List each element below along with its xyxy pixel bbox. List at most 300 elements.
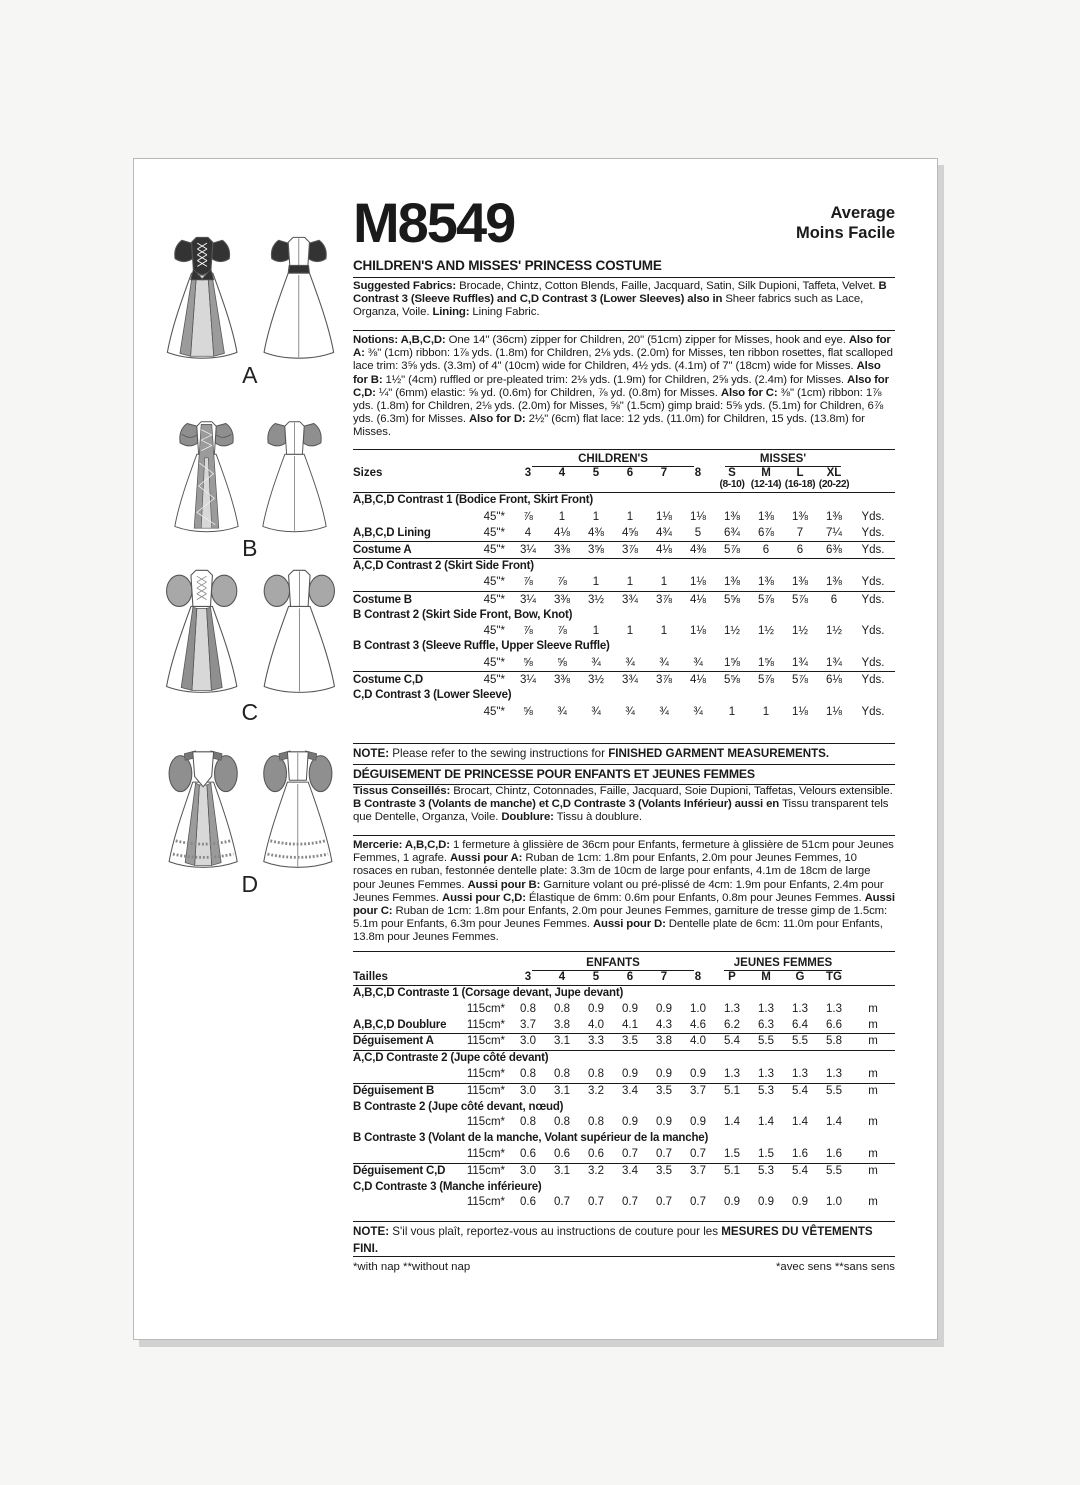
yardage-value: 5⅞ <box>792 674 808 687</box>
yardage-value: 5⅞ <box>758 593 774 606</box>
fabric-width: 45"* <box>483 705 505 718</box>
costume-a-illustration <box>148 219 353 364</box>
size-column-header: 3 <box>524 971 532 983</box>
yardage-row <box>353 542 895 559</box>
yardage-row <box>353 1180 895 1196</box>
size-column-header: TG <box>826 971 842 983</box>
yardage-value: 3.0 <box>520 1164 536 1177</box>
size-range-header: (16-18) <box>784 479 816 490</box>
yardage-value: 0.8 <box>554 1002 570 1015</box>
yardage-value: 0.7 <box>554 1196 570 1209</box>
yardage-row <box>353 1084 895 1100</box>
yardage-value: 6.2 <box>724 1018 740 1031</box>
yardage-value: 0.8 <box>588 1067 604 1080</box>
yardage-value: 0.9 <box>656 1067 672 1080</box>
note-english: NOTE: Please refer to the sewing instructions for FINISHED GARMENT MEASUREMENTS. <box>353 743 895 765</box>
yardage-value: 4.3 <box>656 1018 672 1031</box>
yardage-value: 1½ <box>758 625 774 638</box>
yardage-value: 1½ <box>792 625 808 638</box>
costume-d-figure <box>146 731 354 896</box>
yardage-value: 1.3 <box>826 1067 842 1080</box>
yardage-value: 0.7 <box>622 1147 638 1160</box>
yardage-value: 5.1 <box>724 1084 740 1097</box>
costume-a-figure <box>146 219 354 387</box>
size-group-row <box>353 453 895 467</box>
unit-label: m <box>868 1018 878 1031</box>
sizes-label: Sizes <box>353 467 383 479</box>
yardage-value: 1 <box>626 625 634 638</box>
french-section-title: DÉGUISEMENT DE PRINCESSE POUR ENFANTS ET JEUNES FEMMES <box>353 765 895 785</box>
yardage-row-label: Costume A <box>353 543 412 556</box>
yardage-value: 1⅜ <box>724 510 740 523</box>
size-column-header: 5 <box>592 467 600 479</box>
yardage-value: 6 <box>830 593 838 606</box>
costume-c-figure <box>146 549 354 724</box>
suggested-fabrics-french-text: Tissus Conseillés: Brocart, Chintz, Cotonnades, Faille, Jacquard, Soie Dupioni, Taffetas, Velours extensible. B Contraste 3 (Volants de manche) et C,D Contraste 3 (Volants Inférieur) aussi en Tissu transparent tels que Dentelle, Organza, Voile. Doublure: Tissu à doublure. <box>353 785 893 824</box>
yardage-value: 3.4 <box>622 1084 638 1097</box>
yardage-value: 1⅛ <box>656 510 672 523</box>
yardage-value: 3.8 <box>554 1018 570 1031</box>
unit-label: Yds. <box>861 705 885 718</box>
size-column-header: 3 <box>524 467 532 479</box>
yardage-value: 1½ <box>724 625 740 638</box>
table-header <box>353 955 895 986</box>
yardage-value: 1.4 <box>758 1116 774 1129</box>
yardage-row-heading: C,D Contraste 3 (Manche inférieure) <box>353 1180 542 1193</box>
yardage-value: 1.3 <box>724 1002 740 1015</box>
fabric-width: 115cm* <box>466 1147 505 1160</box>
yardage-row <box>353 1002 895 1018</box>
yardage-value: 1 <box>728 705 736 718</box>
yardage-value: ¾ <box>693 705 703 718</box>
yardage-value: 1⅜ <box>724 576 740 589</box>
yardage-value: 0.9 <box>656 1116 672 1129</box>
yardage-value: 1⅜ <box>758 510 774 523</box>
yardage-value: 0.9 <box>622 1067 638 1080</box>
yardage-value: ¾ <box>693 656 703 669</box>
yardage-value: 5.3 <box>758 1164 774 1177</box>
difficulty-fr: Moins Facile <box>795 224 895 242</box>
yardage-value: 0.8 <box>554 1116 570 1129</box>
yardage-value: 0.7 <box>622 1196 638 1209</box>
yardage-value: 1 <box>626 510 634 523</box>
yardage-row <box>353 1067 895 1084</box>
yardage-value: 0.9 <box>758 1196 774 1209</box>
size-column-header: G <box>795 971 805 983</box>
yardage-value: 3¼ <box>520 674 536 687</box>
yardage-value: 4⅜ <box>588 526 604 539</box>
yardage-row <box>353 1034 895 1051</box>
yardage-value: 6 <box>762 543 770 556</box>
yardage-row <box>353 574 895 591</box>
table-header <box>353 453 895 493</box>
yardage-value: ⅞ <box>523 510 533 523</box>
yardage-value: 1⅛ <box>792 705 808 718</box>
size-letters-row <box>353 467 895 479</box>
yardage-value: 4.6 <box>690 1018 706 1031</box>
pattern-number: M8549 <box>353 191 515 254</box>
yardage-value: 1.3 <box>758 1002 774 1015</box>
fabric-width: 115cm* <box>466 1084 505 1097</box>
yardage-value: 1 <box>558 510 566 523</box>
yardage-value: 5.5 <box>758 1035 774 1048</box>
yardage-value: 3¾ <box>622 593 638 606</box>
yardage-value: 1⅛ <box>690 510 706 523</box>
yardage-row-heading: B Contraste 3 (Volant de la manche, Volant supérieur de la manche) <box>353 1132 709 1145</box>
yardage-value: 0.7 <box>656 1196 672 1209</box>
yardage-value: 4⅛ <box>656 543 672 556</box>
yardage-row <box>353 655 895 672</box>
yardage-value: 5.3 <box>758 1084 774 1097</box>
yardage-value: 0.8 <box>520 1067 536 1080</box>
yardage-row-heading: B Contrast 2 (Skirt Side Front, Bow, Knot) <box>353 608 573 621</box>
fabric-width: 45"* <box>483 656 505 669</box>
yardage-value: 0.9 <box>622 1002 638 1015</box>
yardage-row-heading: C,D Contrast 3 (Lower Sleeve) <box>353 689 512 702</box>
fabric-width: 115cm* <box>466 1035 505 1048</box>
size-column-header: 6 <box>626 971 634 983</box>
yardage-value: 0.6 <box>520 1147 536 1160</box>
yardage-row <box>353 559 895 575</box>
yardage-value: 7 <box>796 526 804 539</box>
yardage-row <box>353 672 895 688</box>
size-range-header: (12-14) <box>750 479 782 490</box>
yardage-value: 1½ <box>826 625 842 638</box>
yardage-value: ¾ <box>591 656 601 669</box>
yardage-value: 0.8 <box>554 1067 570 1080</box>
unit-label: m <box>868 1147 878 1160</box>
yardage-value: 3¾ <box>622 674 638 687</box>
yardage-value: 0.8 <box>588 1116 604 1129</box>
unit-label: m <box>868 1196 878 1209</box>
yardage-value: 5.5 <box>826 1164 842 1177</box>
unit-label: Yds. <box>861 576 885 589</box>
fabric-width: 45"* <box>483 543 505 556</box>
yardage-value: 3⅜ <box>554 543 570 556</box>
yardage-value: 4⅛ <box>690 593 706 606</box>
yardage-value: 3⅜ <box>554 674 570 687</box>
yardage-value: 3.1 <box>554 1035 570 1048</box>
suggested-fabrics-text: Suggested Fabrics: Brocade, Chintz, Cotton Blends, Faille, Jacquard, Satin, Silk Dupioni, Taffeta, Velvet. B Contrast 3 (Sleeve Ruffles) and C,D Contrast 3 (Lower Sleeves) also in Sheer fabrics such as Lace, Organza, Voile. Lining: Lining Fabric. <box>353 280 887 319</box>
yardage-value: 3.3 <box>588 1035 604 1048</box>
yardage-value: 1.4 <box>724 1116 740 1129</box>
size-column-header: P <box>728 971 736 983</box>
yardage-row <box>353 986 895 1002</box>
yardage-value: 3⅞ <box>656 593 672 606</box>
costume-b-illustration <box>148 405 353 537</box>
yardage-row <box>353 704 895 720</box>
pattern-envelope-back <box>133 158 938 1340</box>
yardage-value: 5⅝ <box>724 593 740 606</box>
yardage-value: 3.1 <box>554 1164 570 1177</box>
yardage-value: 5.4 <box>792 1084 808 1097</box>
yardage-row-label: Costume B <box>353 593 412 606</box>
yardage-value: 5⅝ <box>724 674 740 687</box>
yardage-value: ¾ <box>591 705 601 718</box>
costume-d-illustration <box>148 731 353 873</box>
fabric-width: 45"* <box>483 593 505 606</box>
yardage-value: 5.8 <box>826 1035 842 1048</box>
yardage-value: 1 <box>660 625 668 638</box>
size-range-header: (8-10) <box>719 479 745 490</box>
footnote-english: *with nap **without nap <box>353 1261 471 1273</box>
yardage-row-label: Déguisement C,D <box>353 1164 446 1177</box>
yardage-row <box>353 1100 895 1116</box>
yardage-value: 0.8 <box>520 1002 536 1015</box>
yardage-value: 1.0 <box>690 1002 706 1015</box>
yardage-value: ¾ <box>625 656 635 669</box>
unit-label: Yds. <box>861 656 885 669</box>
yardage-table-french <box>353 951 895 1211</box>
fabric-width: 115cm* <box>466 1018 505 1031</box>
yardage-value: 6.4 <box>792 1018 808 1031</box>
yardage-row-label: A,B,C,D Doublure <box>353 1018 447 1031</box>
yardage-row <box>353 1018 895 1035</box>
view-b-label: B <box>242 535 258 561</box>
costume-c-illustration <box>148 549 353 701</box>
yardage-value: 6.3 <box>758 1018 774 1031</box>
yardage-value: 5.4 <box>792 1164 808 1177</box>
yardage-value: 5⅞ <box>758 674 774 687</box>
yardage-row-heading: A,C,D Contrast 2 (Skirt Side Front) <box>353 559 534 572</box>
yardage-row <box>353 608 895 624</box>
fabric-width: 45"* <box>483 576 505 589</box>
difficulty-rating <box>353 203 895 243</box>
view-c-label: C <box>241 699 259 725</box>
yardage-value: 3⅞ <box>656 674 672 687</box>
yardage-value: 1 <box>762 705 770 718</box>
yardage-row <box>353 1195 895 1211</box>
yardage-row <box>353 525 895 542</box>
yardage-row-heading: A,B,C,D Contraste 1 (Corsage devant, Jupe devant) <box>353 987 624 999</box>
yardage-value: ¾ <box>625 705 635 718</box>
yardage-value: 1.6 <box>792 1147 808 1160</box>
unit-label: m <box>868 1067 878 1080</box>
yardage-value: 0.6 <box>554 1147 570 1160</box>
misses-group-label: JEUNES FEMMES <box>715 957 851 971</box>
yardage-value: 1⅛ <box>826 705 842 718</box>
yardage-value: 1⅜ <box>792 576 808 589</box>
yardage-row-label: Déguisement A <box>353 1035 434 1048</box>
size-column-header: L <box>796 467 804 479</box>
yardage-row-label: A,B,C,D Lining <box>353 526 431 539</box>
unit-label: m <box>868 1116 878 1129</box>
fabric-width: 115cm* <box>466 1196 505 1209</box>
yardage-value: 0.9 <box>656 1002 672 1015</box>
yardage-value: 1 <box>660 576 668 589</box>
yardage-value: 6⅞ <box>758 526 774 539</box>
yardage-value: 1.5 <box>724 1147 740 1160</box>
size-column-header: 8 <box>694 467 702 479</box>
yardage-value: 0.7 <box>656 1147 672 1160</box>
yardage-value: 5.4 <box>724 1035 740 1048</box>
yardage-value: ⅞ <box>557 576 567 589</box>
yardage-value: 6 <box>796 543 804 556</box>
yardage-value: 3.5 <box>656 1164 672 1177</box>
yardage-row <box>353 623 895 639</box>
yardage-value: 4.0 <box>588 1018 604 1031</box>
children-group-label: ENFANTS <box>511 957 715 971</box>
yardage-value: 1 <box>592 625 600 638</box>
yardage-value: 7¼ <box>826 526 842 539</box>
yardage-value: 1.3 <box>758 1067 774 1080</box>
children-group-label: CHILDREN'S <box>511 453 715 467</box>
yardage-value: 3⅝ <box>588 543 604 556</box>
yardage-row-heading: B Contrast 3 (Sleeve Ruffle, Upper Sleeve Ruffle) <box>353 640 610 653</box>
yardage-value: 1 <box>592 576 600 589</box>
yardage-value: ⅝ <box>523 656 533 669</box>
yardage-value: 5.1 <box>724 1164 740 1177</box>
yardage-value: 4⅝ <box>622 526 638 539</box>
yardage-value: 3.2 <box>588 1084 604 1097</box>
yardage-value: 0.9 <box>588 1002 604 1015</box>
yardage-value: 6⅜ <box>826 543 842 556</box>
unit-label: m <box>868 1084 878 1097</box>
notions-text: Notions: A,B,C,D: One 14" (36cm) zipper for Children, 20" (51cm) zipper for Misses, hook and eye. Also for A: ⅜" (1cm) ribbon: 1⅞ yds. (1.8m) for Children, 2⅛ yds. (2.0m) for Misses, ten ribbon rosettes, flat scalloped lace trim: 3⅝ yds. (3.3m) of 4" (10cm) wide for Children, 4½ yds. (4.1m) of 7" (18cm) wide for Misses. Also for B: 1½" (4cm) ruffled or pre-pleated trim: 2⅛ yds. (1.9m) for Children, 2⅝ yds. (2.4m) for Misses. Also for C,D: ¼" (6mm) elastic: ⅝ yd. (0.6m) for Children, ⅞ yd. (0.8m) for Misses. Also for C: ⅜" (1cm) ribbon: 1⅞ yds. (1.8m) for Children, 2⅛ yds. (2.0m) for Misses, ⅝" (1.5cm) gimp braid: 5⅝ yds. (5.1m) for Children, 6⅞ yds. (6.3m) for Misses. Also for D: 2½" (6cm) flat lace: 12 yds. (11.0m) for Children, 15 yds. (13.8m) for Misses. <box>353 330 895 440</box>
size-range-header: (20-22) <box>818 479 850 490</box>
yardage-value: 0.6 <box>520 1196 536 1209</box>
yardage-value: 1⅜ <box>826 510 842 523</box>
yardage-row <box>353 639 895 655</box>
yardage-value: 1 <box>626 576 634 589</box>
size-column-header: 7 <box>660 971 668 983</box>
yardage-value: 4⅛ <box>690 674 706 687</box>
yardage-value: 1⅝ <box>724 656 740 669</box>
yardage-value: 1⅛ <box>690 625 706 638</box>
yardage-value: 1 <box>592 510 600 523</box>
yardage-value: 1.4 <box>792 1116 808 1129</box>
sizes-label: Tailles <box>353 971 388 983</box>
yardage-row <box>353 493 895 509</box>
size-letters-row <box>353 971 895 983</box>
yardage-value: 3.8 <box>656 1035 672 1048</box>
yardage-value: 3½ <box>588 674 604 687</box>
yardage-value: 3.0 <box>520 1035 536 1048</box>
unit-label: Yds. <box>861 543 885 556</box>
yardage-value: 4.1 <box>622 1018 638 1031</box>
yardage-value: 1⅜ <box>792 510 808 523</box>
unit-label: Yds. <box>861 593 885 606</box>
yardage-value: 6¾ <box>724 526 740 539</box>
note-french: NOTE: S'il vous plaît, reportez-vous au instructions de couture pour les MESURES DU VÊTEMENTS FINI. <box>353 1221 895 1257</box>
footnote-french: *avec sens **sans sens <box>775 1261 895 1273</box>
yardage-row <box>353 592 895 608</box>
unit-label: Yds. <box>861 625 885 638</box>
yardage-value: 1.4 <box>826 1116 842 1129</box>
view-a-label: A <box>242 362 258 388</box>
yardage-row <box>353 1147 895 1164</box>
yardage-value: 1.3 <box>792 1067 808 1080</box>
unit-label: Yds. <box>861 674 885 687</box>
yardage-value: 1.3 <box>724 1067 740 1080</box>
size-column-header: 7 <box>660 467 668 479</box>
view-d-label: D <box>241 871 259 897</box>
fabric-width: 115cm* <box>466 1067 505 1080</box>
yardage-row-label: Déguisement B <box>353 1084 435 1097</box>
yardage-value: 1⅜ <box>826 576 842 589</box>
yardage-value: 3.1 <box>554 1084 570 1097</box>
unit-label: m <box>868 1002 878 1015</box>
yardage-value: 3.5 <box>622 1035 638 1048</box>
unit-label: Yds. <box>861 526 885 539</box>
yardage-value: ¾ <box>659 705 669 718</box>
size-group-row <box>353 957 895 971</box>
difficulty-en: Average <box>830 204 895 222</box>
yardage-value: 1.0 <box>826 1196 842 1209</box>
yardage-value: ⅞ <box>523 625 533 638</box>
yardage-row <box>353 1164 895 1180</box>
notions-french-text: Mercerie: A,B,C,D: 1 fermeture à glissière de 36cm pour Enfants, fermeture à glissière de 51cm pour Jeunes Femmes, 1 agrafe. Aussi pour A: Ruban de 1cm: 1.8m pour Enfants, 2.0m pour Jeunes Femmes, 10 rosaces en ruban, festonnée dentelle plate: 3.3m de 10cm de large pour enfants, 4.1m de 18cm de large pour Jeunes Femmes. Aussi pour B: Garniture volant ou pré-plissé de 4cm: 1.9m pour Enfants, 2.4m pour Jeunes Femmes. Aussi pour C,D: Élastique de 6mm: 0.6m pour Enfants, 0.8m pour Jeunes Femmes. Aussi pour C: Ruban de 1cm: 1.8m pour Enfants, 2.0m pour Jeunes Femmes, garniture de tresse gimp de 1.5cm: 5.1m pour Enfants, 6.3m pour Jeunes Femmes. Aussi pour D: Dentelle plate de 6cm: 11.0m pour Enfants, 13.8m pour Jeunes Femmes. <box>353 835 895 945</box>
yardage-value: 0.7 <box>690 1196 706 1209</box>
yardage-value: 3.7 <box>520 1018 536 1031</box>
yardage-value: 0.9 <box>792 1196 808 1209</box>
yardage-value: 1⅜ <box>758 576 774 589</box>
yardage-value: 4 <box>524 526 532 539</box>
yardage-value: 4⅛ <box>554 526 570 539</box>
yardage-value: 1.5 <box>758 1147 774 1160</box>
yardage-value: 3.7 <box>690 1164 706 1177</box>
size-column-header: M <box>761 971 771 983</box>
yardage-value: 3⅞ <box>622 543 638 556</box>
yardage-value: 5.5 <box>826 1084 842 1097</box>
yardage-value: 4¾ <box>656 526 672 539</box>
fabric-width: 45"* <box>483 526 505 539</box>
size-column-header: 6 <box>626 467 634 479</box>
yardage-value: 0.9 <box>690 1067 706 1080</box>
fabric-width: 115cm* <box>466 1164 505 1177</box>
yardage-value: 0.7 <box>690 1147 706 1160</box>
yardage-value: 6⅛ <box>826 674 842 687</box>
yardage-value: 1¾ <box>792 656 808 669</box>
yardage-value: 3¼ <box>520 593 536 606</box>
yardage-value: 3¼ <box>520 543 536 556</box>
yardage-value: 1¾ <box>826 656 842 669</box>
nap-footnotes <box>353 1256 895 1273</box>
yardage-value: 6.6 <box>826 1018 842 1031</box>
yardage-value: 3.5 <box>656 1084 672 1097</box>
size-column-header: S <box>728 467 736 479</box>
size-column-header: 8 <box>694 971 702 983</box>
fabric-width: 45"* <box>483 674 505 687</box>
yardage-row <box>353 688 895 704</box>
yardage-row <box>353 1131 895 1147</box>
yardage-value: 3⅜ <box>554 593 570 606</box>
yardage-value: 1.3 <box>826 1002 842 1015</box>
yardage-value: 4.0 <box>690 1035 706 1048</box>
yardage-value: 1⅛ <box>690 576 706 589</box>
unit-label: Yds. <box>861 510 885 523</box>
size-column-header: 5 <box>592 971 600 983</box>
size-ranges-row <box>353 479 895 490</box>
yardage-value: 0.8 <box>520 1116 536 1129</box>
size-column-header: 4 <box>558 467 566 479</box>
yardage-value: 0.9 <box>690 1116 706 1129</box>
yardage-value: 3.4 <box>622 1164 638 1177</box>
yardage-row-label: Costume C,D <box>353 674 424 687</box>
yardage-value: ⅝ <box>523 705 533 718</box>
unit-label: m <box>868 1164 878 1177</box>
yardage-value: ¾ <box>659 656 669 669</box>
yardage-value: 5.5 <box>792 1035 808 1048</box>
yardage-value: 1.6 <box>826 1147 842 1160</box>
yardage-value: 3½ <box>588 593 604 606</box>
yardage-value: 3.2 <box>588 1164 604 1177</box>
yardage-value: 1.3 <box>792 1002 808 1015</box>
size-column-header: 4 <box>558 971 566 983</box>
yardage-value: 0.6 <box>588 1147 604 1160</box>
fabric-width: 115cm* <box>466 1116 505 1129</box>
size-column-header: XL <box>826 467 842 479</box>
